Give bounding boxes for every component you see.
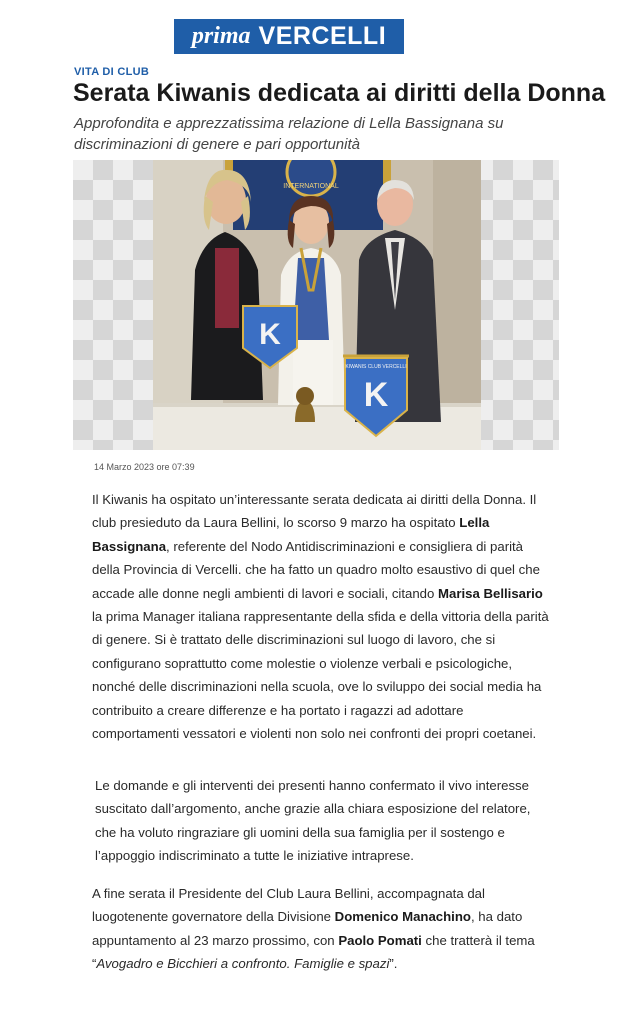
person-name-bold: Paolo Pomati <box>338 932 422 948</box>
article-photo <box>73 160 559 450</box>
pennant-right-letter: K <box>363 376 389 414</box>
article-date: 14 Marzo 2023 ore 07:39 <box>94 462 195 472</box>
article-paragraph-1: Il Kiwanis ha ospitato un’interessante serata dedicata ai diritti della Donna. Il club presieduto da Laura Bellini, lo scorso 9 marzo ha ospitato Lella Bassignana, referente del Nodo Antidiscriminazioni e consigliera di parità della Provincia di Vercelli. che ha fatto un quadro molto esaustivo di quel che accade alle donne negli ambienti di lavori e sociali, citando Marisa Bellisario la prima Manager italiana rappresentante della sfida e della vittoria della parità di genere. Si è trattato delle discriminazioni sul luogo di lavoro, che si configurano soprattutto come molestie o violenze verbali e psicologiche, nonché delle discriminazioni nella scuola, ove lo sviluppo dei social media ha contribuito a creare differenze e ha portato i ragazzi ad adottare comportamenti vessatori e violenti non solo nei confronti dei propri coetanei. <box>92 492 549 742</box>
article-subtitle: Approfondita e apprezzatissima relazione di Lella Bassignana su discriminazioni di genere e pari opportunità <box>74 115 504 153</box>
person-name-bold: Marisa Bellisario <box>438 585 543 601</box>
photo-scene <box>73 160 559 450</box>
article-title: Serata Kiwanis dedicata ai diritti della Donna <box>73 79 606 107</box>
logo-prima-text: prima <box>191 23 251 49</box>
person-name-bold: Lella Bassignana <box>92 515 490 554</box>
pennant-left-letter: K <box>259 318 281 351</box>
talk-title: Avogadro e Bicchieri a confronto. Famiglie e spazi <box>96 956 390 972</box>
logo-city-text: VERCELLI <box>258 22 387 50</box>
article-paragraph-3: A fine serata il Presidente del Club Laura Bellini, accompagnata dal luogotenente governatore della Divisione Domenico Manachino, ha dato appuntamento al 23 marzo prossimo, con Paolo Pomati che tratterà il tema “Avogadro e Bicchieri a confronto. Famiglie e spazi”. <box>92 886 535 972</box>
person-name-bold: Domenico Manachino <box>334 909 471 925</box>
pennant-right-caption: KIWANIS CLUB VERCELLI <box>345 364 407 370</box>
site-logo[interactable] <box>174 19 404 54</box>
banner-text: INTERNATIONAL <box>283 183 339 190</box>
article-paragraph-2: Le domande e gli interventi dei presenti hanno confermato il vivo interesse suscitato dall’argomento, anche grazie alla chiara esposizione del relatore, che ha voluto ringraziare gli uomini della sua famiglia per il sostengo e l’appoggio indiscriminato a tutte le iniziative intraprese. <box>95 778 531 864</box>
article-category[interactable]: VITA DI CLUB <box>74 66 150 78</box>
